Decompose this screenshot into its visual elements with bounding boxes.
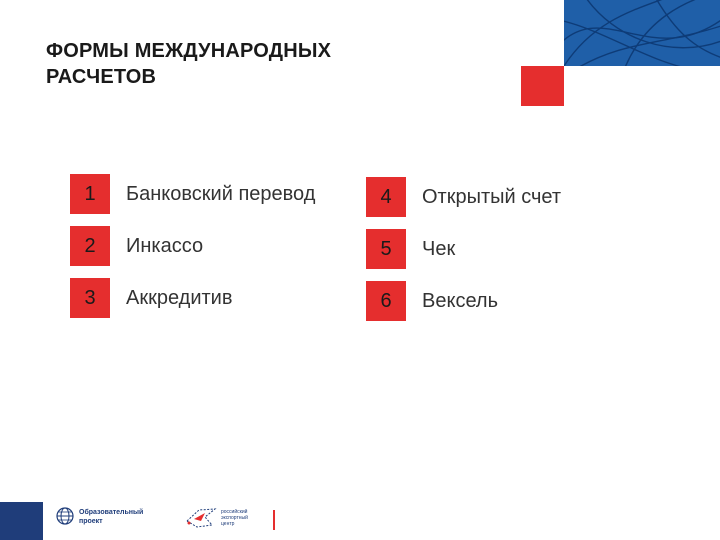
globe-icon	[56, 507, 74, 525]
footer-blue-block	[0, 502, 43, 540]
item-number-3: 3	[70, 278, 110, 318]
item-label-5: Чек	[422, 238, 456, 260]
item-label-6: Вексель	[422, 290, 498, 312]
decorative-blue-block	[564, 0, 720, 66]
item-number-6: 6	[366, 281, 406, 321]
logo2-text-line-2: экспортный	[221, 515, 248, 521]
logo2-text-line-3: центр	[221, 521, 235, 527]
logo1-text-line-1: Образовательный	[79, 509, 144, 516]
slide-title	[46, 38, 331, 90]
item-number-4: 4	[366, 177, 406, 217]
item-label-2: Инкассо	[126, 235, 204, 257]
decorative-red-block	[521, 66, 564, 106]
education-project-logo-text	[79, 508, 143, 526]
export-center-logo-text	[221, 509, 248, 527]
decorative-lines-pattern	[564, 0, 720, 66]
logo1-text-line-2: проект	[79, 518, 103, 525]
item-label-3: Аккредитив	[126, 287, 233, 309]
item-number-1: 1	[70, 174, 110, 214]
slide-title-line-2: РАСЧЕТОВ	[46, 66, 157, 88]
education-project-logo	[56, 505, 166, 535]
export-center-logo	[185, 505, 275, 535]
slide-title-line-1: ФОРМЫ МЕЖДУНАРОДНЫХ	[46, 40, 332, 62]
item-label-4: Открытый счет	[422, 186, 562, 208]
item-number-2: 2	[70, 226, 110, 266]
item-label-1: Банковский перевод	[126, 183, 316, 205]
footer-divider	[273, 510, 275, 530]
export-center-emblem-icon	[185, 505, 219, 531]
logo2-text-line-1: российский	[221, 509, 248, 515]
item-number-5: 5	[366, 229, 406, 269]
